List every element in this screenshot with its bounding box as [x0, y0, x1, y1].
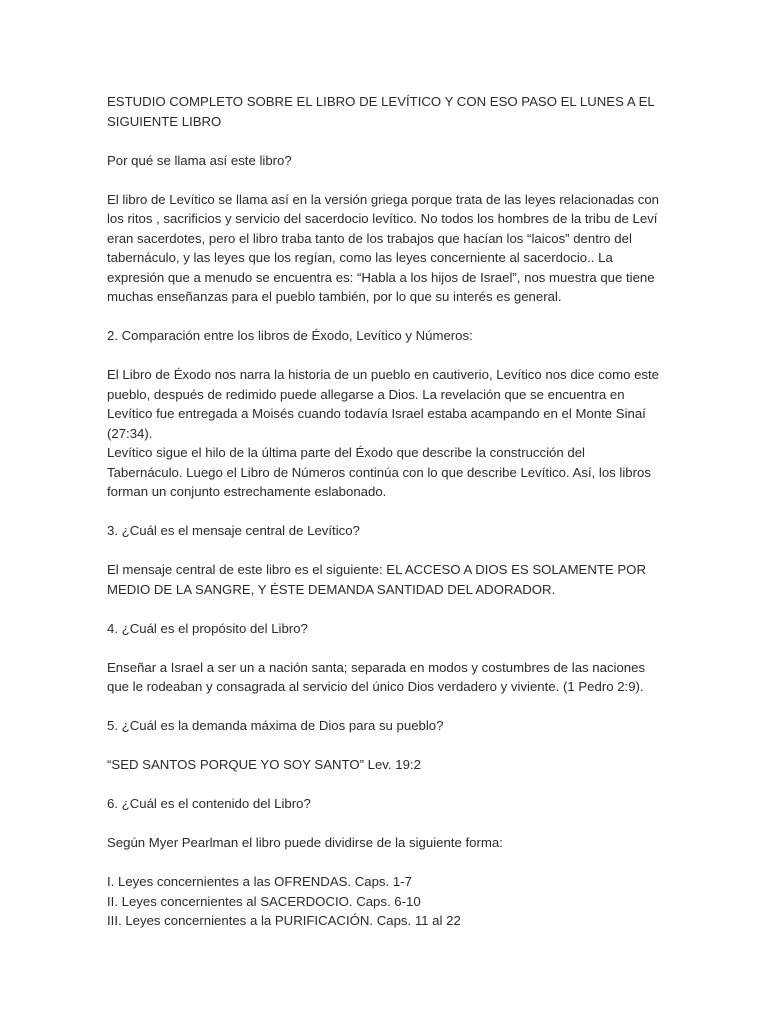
paragraph-line: El Libro de Éxodo nos narra la historia de un pueblo en cautiverio, Levítico nos dice como este: [107, 367, 660, 382]
paragraph: [107, 833, 663, 853]
paragraph-line: eran sacerdotes, pero el libro traba tanto de los trabajos que hacían los “laicos” dentro del: [107, 230, 632, 246]
section-heading: [107, 619, 663, 639]
heading-line: 3. ¿Cuál es el mensaje central de Levítico?: [107, 523, 360, 538]
paragraph: [107, 658, 663, 697]
paragraph-line: que le rodeaban y consagrada al servicio del único Dios verdadero y viviente. (1 Pedro 2:9).: [107, 679, 644, 694]
paragraph: [107, 190, 663, 307]
paragraph-line: muchas enseñanzas para el pueblo también, por lo que su interés es general.: [107, 289, 562, 304]
paragraph-line: los ritos , sacrificios y servicio del sacerdocio levítico. No todos los hombres de la tribu de Leví: [107, 211, 658, 226]
section-heading: [107, 521, 663, 541]
paragraph-line: Levítico sigue el hilo de la última parte del Éxodo que describe la construcción del: [107, 445, 585, 460]
document-title: [107, 92, 663, 131]
heading-line: 6. ¿Cuál es el contenido del Libro?: [107, 796, 311, 811]
list-item: II. Leyes concernientes al SACERDOCIO. Caps. 6-10: [107, 893, 421, 909]
paragraph-line: (27:34).: [107, 425, 153, 441]
paragraph-line: MEDIO DE LA SANGRE, Y ÉSTE DEMANDA SANTIDAD DEL ADORADOR.: [107, 581, 556, 597]
paragraph: [107, 560, 663, 599]
list-item: III. Leyes concernientes a la PURIFICACIÓN. Caps. 11 al 22: [107, 913, 461, 928]
title-line: SIGUIENTE LIBRO: [107, 113, 222, 129]
title-line: ESTUDIO COMPLETO SOBRE EL LIBRO DE LEVÍTICO Y CON ESO PASO EL LUNES A EL: [107, 94, 655, 109]
heading-line: 2. Comparación entre los libros de Éxodo, Levítico y Números:: [107, 328, 473, 343]
quote: [107, 755, 663, 775]
heading-line: Por qué se llama así este libro?: [107, 152, 292, 168]
paragraph-line: Enseñar a Israel a ser un a nación santa; separada en modos y costumbres de las naciones: [107, 659, 646, 675]
quote-line: “SED SANTOS PORQUE YO SOY SANTO” Lev. 19:2: [107, 757, 421, 772]
outline-list: [107, 872, 663, 931]
document-page: [107, 92, 663, 950]
paragraph-line: pueblo, después de redimido puede allegarse a Dios. La revelación que se encuentra en: [107, 386, 625, 402]
section-heading: [107, 326, 663, 346]
heading-line: 5. ¿Cuál es la demanda máxima de Dios para su pueblo?: [107, 718, 444, 733]
list-item: I. Leyes concernientes a las OFRENDAS. Caps. 1-7: [107, 874, 412, 889]
paragraph-line: Según Myer Pearlman el libro puede dividirse de la siguiente forma:: [107, 835, 503, 850]
paragraph-line: tabernáculo, y las leyes que los regían, como las leyes concerniente al sacerdocio.. La: [107, 250, 613, 265]
paragraph-line: expresión que a menudo se encuentra es: “Habla a los hijos de Israel”, nos muestra que tiene: [107, 269, 655, 285]
paragraph-line: El mensaje central de este libro es el siguiente: EL ACCESO A DIOS ES SOLAMENTE POR: [107, 562, 646, 577]
paragraph-line: Levítico fue entregada a Moisés cuando todavía Israel estaba acampando en el Monte Sinaí: [107, 406, 646, 421]
heading-line: 4. ¿Cuál es el propósito del Libro?: [107, 620, 308, 636]
paragraph-line: El libro de Levítico se llama así en la versión griega porque trata de las leyes relacionadas con: [107, 191, 659, 207]
section-heading: [107, 716, 663, 736]
paragraph-line: Tabernáculo. Luego el Libro de Números continúa con lo que describe Levítico. Así, los libros: [107, 464, 651, 480]
paragraph: [107, 365, 663, 502]
paragraph-line: forman un conjunto estrechamente eslabonado.: [107, 484, 387, 499]
section-heading: [107, 794, 663, 814]
section-heading: [107, 151, 663, 171]
